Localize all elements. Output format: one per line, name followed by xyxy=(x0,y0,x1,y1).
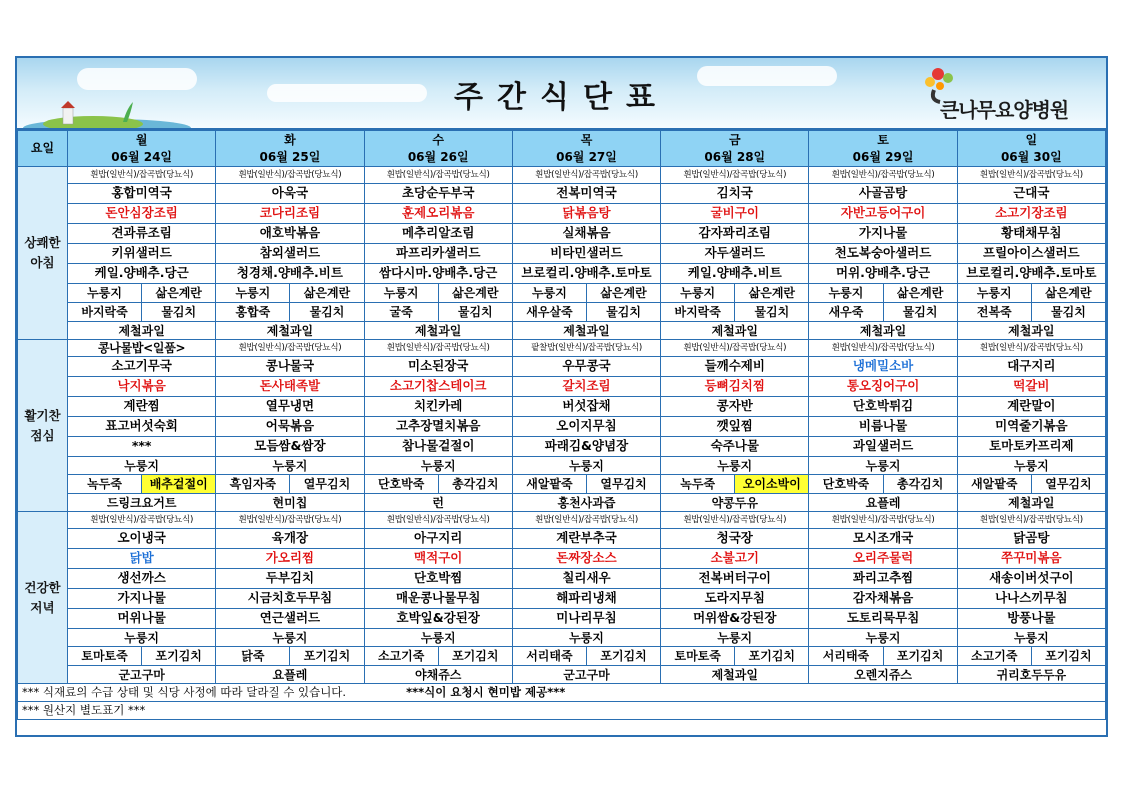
breakfast-side2-cell: 비타민샐러드 xyxy=(512,244,660,264)
breakfast-side1-cell: 애호박볶음 xyxy=(216,224,364,244)
lunch-side2-cell: 오이지무침 xyxy=(512,417,660,437)
weekly-menu-table xyxy=(17,130,1106,720)
dinner-main-cell: 맥적구이 xyxy=(364,549,512,569)
dinner-sub-cell: 흰밥(일반식)/잡곡밥(당뇨식) xyxy=(68,512,216,529)
breakfast-pair1-left: 누룽지 xyxy=(809,284,883,302)
lunch-side3-cell: 참나물겉절이 xyxy=(364,437,512,457)
dinner-side3-cell: 머위쌈&강된장 xyxy=(661,609,809,629)
dinner-soup-cell: 청국장 xyxy=(661,529,809,549)
day-header-4 xyxy=(661,131,809,167)
dinner-single-cell: 누룽지 xyxy=(216,629,364,647)
dinner-single-cell: 누룽지 xyxy=(957,629,1105,647)
lunch-single-cell: 누룽지 xyxy=(68,457,216,475)
breakfast-pair1-right: 삶은계란 xyxy=(896,286,944,300)
breakfast-pair2-left: 새우죽 xyxy=(809,303,883,321)
lunch-soup-cell: 소고기무국 xyxy=(68,357,216,377)
hospital-logo xyxy=(910,64,1098,124)
dinner-soup-cell: 아구지리 xyxy=(364,529,512,549)
lunch-side1-cell: 콩자반 xyxy=(661,397,809,417)
breakfast-pair1-cell xyxy=(661,284,809,303)
breakfast-side1-cell: 실채볶음 xyxy=(512,224,660,244)
lunch-main-cell: 등뼈김치찜 xyxy=(661,377,809,397)
dinner-single-cell: 누룽지 xyxy=(364,629,512,647)
lunch-soup-cell: 미소된장국 xyxy=(364,357,512,377)
breakfast-pair2-right: 물김치 xyxy=(606,305,641,319)
dinner-pair-right: 포기김치 xyxy=(1045,649,1092,663)
breakfast-pair1-right: 삶은계란 xyxy=(1045,286,1092,300)
lunch-single-cell: 누룽지 xyxy=(809,457,957,475)
day-name: 화 xyxy=(284,132,296,147)
lunch-side1-cell: 열무냉면 xyxy=(216,397,364,417)
breakfast-main-cell: 굴비구이 xyxy=(661,204,809,224)
lunch-pair-cell xyxy=(68,475,216,494)
lunch-pair-right: 열무김치 xyxy=(1045,477,1092,491)
lunch-last-cell: 현미칩 xyxy=(216,494,364,512)
footnote-brown-rice: ***식이 요청시 현미밥 제공*** xyxy=(406,684,566,699)
breakfast-side2-cell: 파프리카샐러드 xyxy=(364,244,512,264)
lunch-pair-cell xyxy=(661,475,809,494)
dinner-soup-cell: 육개장 xyxy=(216,529,364,549)
breakfast-side1-cell: 가지나물 xyxy=(809,224,957,244)
breakfast-last-cell: 제철과일 xyxy=(661,322,809,340)
dinner-pair-cell xyxy=(216,647,364,666)
dinner-single-cell: 누룽지 xyxy=(512,629,660,647)
dinner-sub-cell: 흰밥(일반식)/잡곡밥(당뇨식) xyxy=(661,512,809,529)
dinner-pair-right: 포기김치 xyxy=(600,649,647,663)
breakfast-main-cell: 코다리조림 xyxy=(216,204,364,224)
dinner-side2-cell: 매운콩나물무침 xyxy=(364,589,512,609)
breakfast-side2-cell: 참외샐러드 xyxy=(216,244,364,264)
breakfast-pair1-right: 삶은계란 xyxy=(303,286,351,300)
dinner-side2-cell: 나나스끼무침 xyxy=(957,589,1105,609)
lunch-soup-cell: 냉메밀소바 xyxy=(809,357,957,377)
breakfast-pair1-right: 삶은계란 xyxy=(748,286,796,300)
breakfast-sub-cell: 흰밥(일반식)/잡곡밥(당뇨식) xyxy=(957,167,1105,184)
lunch-soup-cell: 콩나물국 xyxy=(216,357,364,377)
dinner-last-cell: 군고구마 xyxy=(68,666,216,684)
breakfast-pair1-right: 삶은계란 xyxy=(155,286,202,300)
breakfast-side3-cell: 브로컬리.양배추.토마토 xyxy=(957,264,1105,284)
breakfast-main-cell: 소고기장조림 xyxy=(957,204,1105,224)
lunch-main-cell: 갈치조림 xyxy=(512,377,660,397)
breakfast-soup-cell: 아욱국 xyxy=(216,184,364,204)
header-banner xyxy=(17,58,1106,130)
dinner-pair-cell xyxy=(809,647,957,666)
breakfast-pair2-right: 물김치 xyxy=(309,305,345,319)
lunch-pair-left: 단호박죽 xyxy=(809,475,883,493)
breakfast-last-cell: 제철과일 xyxy=(216,322,364,340)
breakfast-soup-cell: 홍합미역국 xyxy=(68,184,216,204)
dinner-side3-cell: 연근샐러드 xyxy=(216,609,364,629)
lunch-sub-cell: 흰밥(일반식)/잡곡밥(당뇨식) xyxy=(216,340,364,357)
breakfast-side1-cell: 메추리알조림 xyxy=(364,224,512,244)
breakfast-pair1-left: 누룽지 xyxy=(365,284,439,302)
dinner-single-cell: 누룽지 xyxy=(809,629,957,647)
dinner-side1-cell: 새송이버섯구이 xyxy=(957,569,1105,589)
dinner-sub-cell: 흰밥(일반식)/잡곡밥(당뇨식) xyxy=(512,512,660,529)
dinner-sub-cell: 흰밥(일반식)/잡곡밥(당뇨식) xyxy=(216,512,364,529)
footnote-origin: *** 원산지 별도표기 *** xyxy=(18,702,1106,720)
lunch-soup-cell: 들깨수제비 xyxy=(661,357,809,377)
lunch-side3-cell: 파래김&양념장 xyxy=(512,437,660,457)
lunch-label: 활기찬 점심 xyxy=(18,340,68,512)
breakfast-pair2-right: 물김치 xyxy=(1051,305,1086,319)
lunch-side2-cell: 깻잎찜 xyxy=(661,417,809,437)
breakfast-main-cell: 돈안심장조림 xyxy=(68,204,216,224)
day-date: 06월 27일 xyxy=(556,149,617,164)
dinner-side3-cell: 머위나물 xyxy=(68,609,216,629)
lunch-side1-cell: 버섯잡채 xyxy=(512,397,660,417)
dinner-pair-left: 소고기죽 xyxy=(365,647,439,665)
breakfast-side3-cell: 쌈다시마.양배추.당근 xyxy=(364,264,512,284)
dinner-soup-cell: 모시조개국 xyxy=(809,529,957,549)
dinner-side1-cell: 칠리새우 xyxy=(512,569,660,589)
lunch-side1-cell: 계란말이 xyxy=(957,397,1105,417)
lunch-pair-cell xyxy=(216,475,364,494)
lunch-main-cell: 돈사태족발 xyxy=(216,377,364,397)
dinner-pair-right: 포기김치 xyxy=(748,649,796,663)
breakfast-sub-cell: 흰밥(일반식)/잡곡밥(당뇨식) xyxy=(809,167,957,184)
breakfast-pair1-left: 누룽지 xyxy=(513,284,587,302)
breakfast-side1-cell: 감자꽈리조림 xyxy=(661,224,809,244)
lunch-sub-cell: 흰밥(일반식)/잡곡밥(당뇨식) xyxy=(661,340,809,357)
dinner-label: 건강한 저녁 xyxy=(18,512,68,684)
lunch-sub-cell: 팥찰밥(일반식)/잡곡밥(당뇨식) xyxy=(512,340,660,357)
breakfast-sub-cell: 흰밥(일반식)/잡곡밥(당뇨식) xyxy=(216,167,364,184)
breakfast-pair1-cell xyxy=(512,284,660,303)
breakfast-pair1-cell xyxy=(68,284,216,303)
breakfast-pair1-left: 누룽지 xyxy=(68,284,142,302)
breakfast-soup-cell: 전복미역국 xyxy=(512,184,660,204)
breakfast-pair2-cell xyxy=(957,303,1105,322)
lunch-pair-left: 흑임자죽 xyxy=(216,475,290,493)
lunch-main-cell: 낙지볶음 xyxy=(68,377,216,397)
dinner-side2-cell: 가지나물 xyxy=(68,589,216,609)
breakfast-side2-cell: 자두샐러드 xyxy=(661,244,809,264)
lunch-single-cell: 누룽지 xyxy=(957,457,1105,475)
dinner-pair-right: 포기김치 xyxy=(155,649,202,663)
lunch-sub-cell: 흰밥(일반식)/잡곡밥(당뇨식) xyxy=(364,340,512,357)
dinner-last-cell: 귀리호두두유 xyxy=(957,666,1105,684)
dinner-pair-cell xyxy=(364,647,512,666)
breakfast-label: 상쾌한 아침 xyxy=(18,167,68,340)
breakfast-pair1-cell xyxy=(809,284,957,303)
dinner-side1-cell: 생선까스 xyxy=(68,569,216,589)
breakfast-pair2-left: 홍합죽 xyxy=(216,303,290,321)
day-name: 일 xyxy=(1025,132,1038,147)
lunch-pair-right: 배추겉절이 xyxy=(142,475,215,493)
dinner-soup-cell: 계란부추국 xyxy=(512,529,660,549)
lunch-pair-left: 단호박죽 xyxy=(365,475,439,493)
lunch-side2-cell: 고추장멸치볶음 xyxy=(364,417,512,437)
dinner-last-cell: 요플레 xyxy=(216,666,364,684)
breakfast-sub-cell: 흰밥(일반식)/잡곡밥(당뇨식) xyxy=(512,167,660,184)
hospital-name: 큰나무요양병원 xyxy=(940,98,1069,122)
lunch-pair-left: 새알팥죽 xyxy=(958,475,1032,493)
breakfast-pair2-right: 물김치 xyxy=(754,305,790,319)
lunch-pair-cell xyxy=(512,475,660,494)
breakfast-side3-cell: 케일.양배추.비트 xyxy=(661,264,809,284)
breakfast-pair2-left: 전복죽 xyxy=(958,303,1032,321)
day-header-5 xyxy=(809,131,957,167)
breakfast-sub-cell: 흰밥(일반식)/잡곡밥(당뇨식) xyxy=(68,167,216,184)
lunch-sub-cell: 콩나물밥<일품> xyxy=(68,340,216,357)
day-name: 수 xyxy=(432,132,444,147)
breakfast-pair1-cell xyxy=(957,284,1105,303)
breakfast-side2-cell: 키위샐러드 xyxy=(68,244,216,264)
dinner-soup-cell: 닭곰탕 xyxy=(957,529,1105,549)
lunch-side1-cell: 계란찜 xyxy=(68,397,216,417)
lunch-pair-right: 열무김치 xyxy=(303,477,351,491)
lunch-side1-cell: 치킨카레 xyxy=(364,397,512,417)
dinner-side2-cell: 시금치호두무침 xyxy=(216,589,364,609)
day-name: 토 xyxy=(877,132,889,147)
lunch-pair-right: 총각김치 xyxy=(896,477,944,491)
breakfast-pair2-left: 바지락죽 xyxy=(68,303,142,321)
breakfast-soup-cell: 김치국 xyxy=(661,184,809,204)
dinner-pair-left: 토마토죽 xyxy=(68,647,142,665)
breakfast-pair2-right: 물김치 xyxy=(457,305,493,319)
lunch-last-cell: 홍천사과즙 xyxy=(512,494,660,512)
lunch-sub-cell: 흰밥(일반식)/잡곡밥(당뇨식) xyxy=(809,340,957,357)
dinner-side2-cell: 감자채볶음 xyxy=(809,589,957,609)
breakfast-side2-cell: 프릴아이스샐러드 xyxy=(957,244,1105,264)
lunch-soup-cell: 우무콩국 xyxy=(512,357,660,377)
dinner-side1-cell: 꽈리고추찜 xyxy=(809,569,957,589)
breakfast-side3-cell: 청경채.양배추.비트 xyxy=(216,264,364,284)
day-header-3 xyxy=(512,131,660,167)
breakfast-pair2-cell xyxy=(216,303,364,322)
dinner-single-cell: 누룽지 xyxy=(661,629,809,647)
lunch-side3-cell: *** xyxy=(68,437,216,457)
dinner-sub-cell: 흰밥(일반식)/잡곡밥(당뇨식) xyxy=(809,512,957,529)
lunch-pair-right: 열무김치 xyxy=(600,477,647,491)
breakfast-pair2-right: 물김치 xyxy=(161,305,197,319)
dinner-pair-cell xyxy=(661,647,809,666)
breakfast-side1-cell: 황태채무침 xyxy=(957,224,1105,244)
lunch-side3-cell: 토마토카프리제 xyxy=(957,437,1105,457)
breakfast-last-cell: 제철과일 xyxy=(68,322,216,340)
dinner-last-cell: 야채쥬스 xyxy=(364,666,512,684)
dinner-main-cell: 오리주물럭 xyxy=(809,549,957,569)
dinner-side1-cell: 전복버터구이 xyxy=(661,569,809,589)
day-date: 06월 24일 xyxy=(111,149,173,164)
dinner-pair-left: 서리태죽 xyxy=(513,647,587,665)
dinner-sub-cell: 흰밥(일반식)/잡곡밥(당뇨식) xyxy=(364,512,512,529)
dinner-pair-cell xyxy=(512,647,660,666)
breakfast-side3-cell: 케일.양배추.당근 xyxy=(68,264,216,284)
dinner-pair-right: 포기김치 xyxy=(896,649,944,663)
breakfast-pair1-left: 누룽지 xyxy=(958,284,1032,302)
breakfast-soup-cell: 사골곰탕 xyxy=(809,184,957,204)
page-title: 주간식단표 xyxy=(454,80,669,115)
breakfast-pair1-right: 삶은계란 xyxy=(600,286,647,300)
lunch-last-cell: 드링크요거트 xyxy=(68,494,216,512)
breakfast-pair1-cell xyxy=(364,284,512,303)
lunch-side1-cell: 단호박튀김 xyxy=(809,397,957,417)
dinner-side2-cell: 해파리냉채 xyxy=(512,589,660,609)
dinner-side1-cell: 두부김치 xyxy=(216,569,364,589)
dinner-main-cell: 쭈꾸미볶음 xyxy=(957,549,1105,569)
dinner-last-cell: 오렌지쥬스 xyxy=(809,666,957,684)
day-header-6 xyxy=(957,131,1105,167)
breakfast-side3-cell: 머위.양배추.당근 xyxy=(809,264,957,284)
lunch-pair-cell xyxy=(957,475,1105,494)
dinner-main-cell: 닭밥 xyxy=(68,549,216,569)
lunch-pair-left: 녹두죽 xyxy=(661,475,735,493)
breakfast-pair2-left: 바지락죽 xyxy=(661,303,735,321)
lunch-pair-right: 오이소박이 xyxy=(735,475,808,493)
dinner-sub-cell: 흰밥(일반식)/잡곡밥(당뇨식) xyxy=(957,512,1105,529)
breakfast-last-cell: 제철과일 xyxy=(512,322,660,340)
breakfast-side1-cell: 견과류조림 xyxy=(68,224,216,244)
day-header-1 xyxy=(216,131,364,167)
lunch-single-cell: 누룽지 xyxy=(364,457,512,475)
breakfast-pair2-cell xyxy=(364,303,512,322)
lunch-side2-cell: 표고버섯숙회 xyxy=(68,417,216,437)
lunch-side3-cell: 모듬쌈&쌈장 xyxy=(216,437,364,457)
breakfast-pair2-cell xyxy=(809,303,957,322)
dinner-side3-cell: 방풍나물 xyxy=(957,609,1105,629)
dinner-main-cell: 가오리찜 xyxy=(216,549,364,569)
breakfast-pair2-left: 굴죽 xyxy=(365,303,439,321)
dinner-side1-cell: 단호박찜 xyxy=(364,569,512,589)
menu-sheet xyxy=(15,56,1108,737)
lunch-last-cell: 요플레 xyxy=(809,494,957,512)
dinner-pair-left: 서리태죽 xyxy=(809,647,883,665)
day-header-0 xyxy=(68,131,216,167)
breakfast-soup-cell: 근대국 xyxy=(957,184,1105,204)
lunch-main-cell: 떡갈비 xyxy=(957,377,1105,397)
breakfast-soup-cell: 초당순두부국 xyxy=(364,184,512,204)
footnote-supply xyxy=(18,684,1106,702)
dinner-pair-cell xyxy=(68,647,216,666)
breakfast-side2-cell: 천도복숭아샐러드 xyxy=(809,244,957,264)
breakfast-side3-cell: 브로컬리.양배추.토마토 xyxy=(512,264,660,284)
breakfast-main-cell: 닭볶음탕 xyxy=(512,204,660,224)
dinner-pair-left: 닭죽 xyxy=(216,647,290,665)
dinner-pair-left: 토마토죽 xyxy=(661,647,735,665)
breakfast-main-cell: 자반고등어구이 xyxy=(809,204,957,224)
lunch-pair-cell xyxy=(364,475,512,494)
day-date: 06월 26일 xyxy=(407,149,469,164)
breakfast-sub-cell: 흰밥(일반식)/잡곡밥(당뇨식) xyxy=(661,167,809,184)
dinner-last-cell: 제철과일 xyxy=(661,666,809,684)
breakfast-last-cell: 제철과일 xyxy=(364,322,512,340)
dinner-pair-cell xyxy=(957,647,1105,666)
dinner-side2-cell: 도라지무침 xyxy=(661,589,809,609)
breakfast-pair1-left: 누룽지 xyxy=(661,284,735,302)
day-date: 06월 28일 xyxy=(704,149,766,164)
lunch-single-cell: 누룽지 xyxy=(512,457,660,475)
lunch-pair-left: 녹두죽 xyxy=(68,475,142,493)
day-name: 월 xyxy=(135,132,148,147)
breakfast-last-cell: 제철과일 xyxy=(957,322,1105,340)
lunch-side3-cell: 과일샐러드 xyxy=(809,437,957,457)
breakfast-pair1-left: 누룽지 xyxy=(216,284,290,302)
breakfast-pair2-cell xyxy=(512,303,660,322)
day-date: 06월 25일 xyxy=(259,149,321,164)
breakfast-pair1-right: 삶은계란 xyxy=(452,286,499,300)
dinner-pair-right: 포기김치 xyxy=(452,649,499,663)
day-name: 금 xyxy=(728,132,741,147)
breakfast-pair2-cell xyxy=(661,303,809,322)
breakfast-pair2-right: 물김치 xyxy=(902,305,938,319)
breakfast-pair1-cell xyxy=(216,284,364,303)
lunch-last-cell: 런 xyxy=(364,494,512,512)
breakfast-last-cell: 제철과일 xyxy=(809,322,957,340)
lunch-pair-right: 총각김치 xyxy=(452,477,499,491)
lunch-sub-cell: 흰밥(일반식)/잡곡밥(당뇨식) xyxy=(957,340,1105,357)
lunch-side2-cell: 비름나물 xyxy=(809,417,957,437)
lunch-soup-cell: 대구지리 xyxy=(957,357,1105,377)
lunch-pair-left: 새알팥죽 xyxy=(513,475,587,493)
footnote-supply-text: *** 식재료의 수급 상태 및 식당 사정에 따라 달라질 수 있습니다. xyxy=(22,684,347,699)
lunch-main-cell: 통오징어구이 xyxy=(809,377,957,397)
lunch-last-cell: 약콩두유 xyxy=(661,494,809,512)
dinner-last-cell: 군고구마 xyxy=(512,666,660,684)
lunch-single-cell: 누룽지 xyxy=(661,457,809,475)
day-header-2 xyxy=(364,131,512,167)
dinner-pair-right: 포기김치 xyxy=(303,649,351,663)
dinner-pair-left: 소고기죽 xyxy=(958,647,1032,665)
dinner-main-cell: 소불고기 xyxy=(661,549,809,569)
dinner-single-cell: 누룽지 xyxy=(68,629,216,647)
lunch-main-cell: 소고기찹스테이크 xyxy=(364,377,512,397)
day-name: 목 xyxy=(580,132,593,147)
dinner-side3-cell: 도토리묵무침 xyxy=(809,609,957,629)
lunch-last-cell: 제철과일 xyxy=(957,494,1105,512)
dinner-side3-cell: 미나리무침 xyxy=(512,609,660,629)
weekday-header-label: 요일 xyxy=(18,131,68,167)
breakfast-main-cell: 훈제오리볶음 xyxy=(364,204,512,224)
breakfast-sub-cell: 흰밥(일반식)/잡곡밥(당뇨식) xyxy=(364,167,512,184)
dinner-side3-cell: 호박잎&강된장 xyxy=(364,609,512,629)
lunch-side2-cell: 어묵볶음 xyxy=(216,417,364,437)
day-date: 06월 29일 xyxy=(852,149,914,164)
day-date: 06월 30일 xyxy=(1000,149,1062,164)
lunch-side2-cell: 미역줄기볶음 xyxy=(957,417,1105,437)
dinner-main-cell: 돈짜장소스 xyxy=(512,549,660,569)
breakfast-pair2-left: 새우살죽 xyxy=(513,303,587,321)
breakfast-pair2-cell xyxy=(68,303,216,322)
lunch-single-cell: 누룽지 xyxy=(216,457,364,475)
lunch-side3-cell: 숙주나물 xyxy=(661,437,809,457)
dinner-soup-cell: 오이냉국 xyxy=(68,529,216,549)
lunch-pair-cell xyxy=(809,475,957,494)
